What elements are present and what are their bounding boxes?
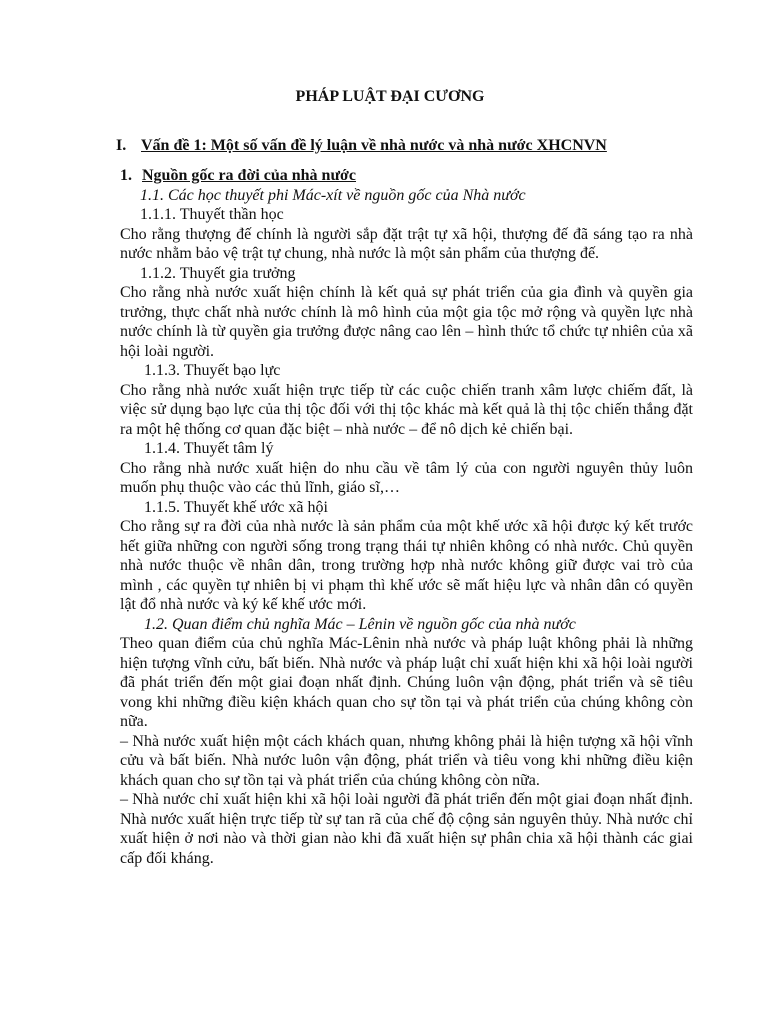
heading-origin <box>120 166 693 186</box>
heading-violence-theory: 1.1.3. Thuyết bạo lực <box>144 362 281 379</box>
paragraph-objective-emergence: – Nhà nước xuất hiện một cách khách quan, nhưng không phải là hiện tượng xã hội vĩnh cửu và bất biến. Nhà nước luôn vận động, phát triển và tiêu vong khi những điều kiện khách quan cho sự tồn tại và phát triển của chúng không còn nữa. <box>120 732 693 789</box>
heading-origin-number: 1. <box>120 167 132 184</box>
section-title: Vấn đề 1: Một số vấn đề lý luận về nhà nước và nhà nước XHCNVN <box>141 137 607 154</box>
subheading-marxist-view: 1.2. Quan điểm chủ nghĩa Mác – Lênin về nguồn gốc của nhà nước <box>144 615 576 633</box>
paragraph-psychological-theory: Cho rằng nhà nước xuất hiện do nhu cầu về tâm lý của con người nguyên thủy luôn muốn phụ thuộc vào các thủ lĩnh, giáo sĩ,… <box>120 459 693 496</box>
paragraph-class-division: – Nhà nước chỉ xuất hiện khi xã hội loài người đã phát triển đến một giai đoạn nhất định. Nhà nước xuất hiện trực tiếp từ sự tan rã của chế độ cộng sản nguyên thủy. Nhà nước chỉ xuất hiện ở nơi nào và thời gian nào khi đã xuất hiện sự phân chia xã hội thành các giai cấp đối kháng. <box>120 791 693 867</box>
document-body <box>120 166 693 868</box>
subheading-non-marxist-theories: 1.1. Các học thuyết phi Mác-xít về nguồn gốc của Nhà nước <box>140 186 526 204</box>
heading-theocratic-theory: 1.1.1. Thuyết thần học <box>140 206 284 223</box>
heading-psychological-theory: 1.1.4. Thuyết tâm lý <box>144 440 274 457</box>
section-heading <box>116 137 676 155</box>
document-title: PHÁP LUẬT ĐẠI CƯƠNG <box>295 88 485 105</box>
heading-patriarchal-theory: 1.1.2. Thuyết gia trưởng <box>140 264 296 282</box>
heading-origin-title: Nguồn gốc ra đời của nhà nước <box>142 167 357 184</box>
section-number: I. <box>116 137 127 154</box>
paragraph-social-contract-theory: Cho rằng sự ra đời của nhà nước là sản phẩm của một khế ước xã hội được ký kết trước hết giữa những con người sống trong trạng thái tự nhiên không có nhà nước. Chủ quyền nhà nước thuộc về nhân dân, trong trường hợp nhà nước không giữ được vai trò của mình , các quyền tự nhiên bị vi phạm thì khế ước sẽ mất hiệu lực và nhân dân có quyền lật đổ nhà nước và ký kế khế ước mới. <box>120 518 693 613</box>
paragraph-theocratic-theory: Cho rằng thượng đế chính là người sắp đặt trật tự xã hội, thượng đế đã sáng tạo ra nhà nước nhằm bảo vệ trật tự chung, nhà nước là một sản phẩm của thượng đế. <box>120 225 693 262</box>
paragraph-patriarchal-theory: Cho rằng nhà nước xuất hiện chính là kết quả sự phát triển của gia đình và quyền gia trưởng, thực chất nhà nước chính là mô hình của một gia tộc mở rộng và quyền lực nhà nước chính là từ quyền gia trưởng được nâng cao lên – hình thức tổ chức tự nhiên của xã hội loài người. <box>120 284 693 360</box>
paragraph-violence-theory: Cho rằng nhà nước xuất hiện trực tiếp từ các cuộc chiến tranh xâm lược chiếm đất, là việc sử dụng bạo lực của thị tộc đối với thị tộc khác mà kết quả là thị tộc chiến thắng đặt ra một hệ thống cơ quan đặc biệt – nhà nước – để nô dịch kẻ chiến bại. <box>120 381 693 438</box>
paragraph-marxist-view: Theo quan điểm của chủ nghĩa Mác-Lênin nhà nước và pháp luật không phải là những hiện tượng vĩnh cửu, bất biến. Nhà nước và pháp luật chỉ xuất hiện khi xã hội loài người đã phát triển đến một giai đoạn nhất định. Chúng luôn vận động, phát triển và sẽ tiêu vong khi những điều kiện khách quan cho sự tồn tại và phát triển của chúng không còn nữa. <box>120 635 693 730</box>
heading-social-contract-theory: 1.1.5. Thuyết khế ước xã hội <box>144 498 328 516</box>
